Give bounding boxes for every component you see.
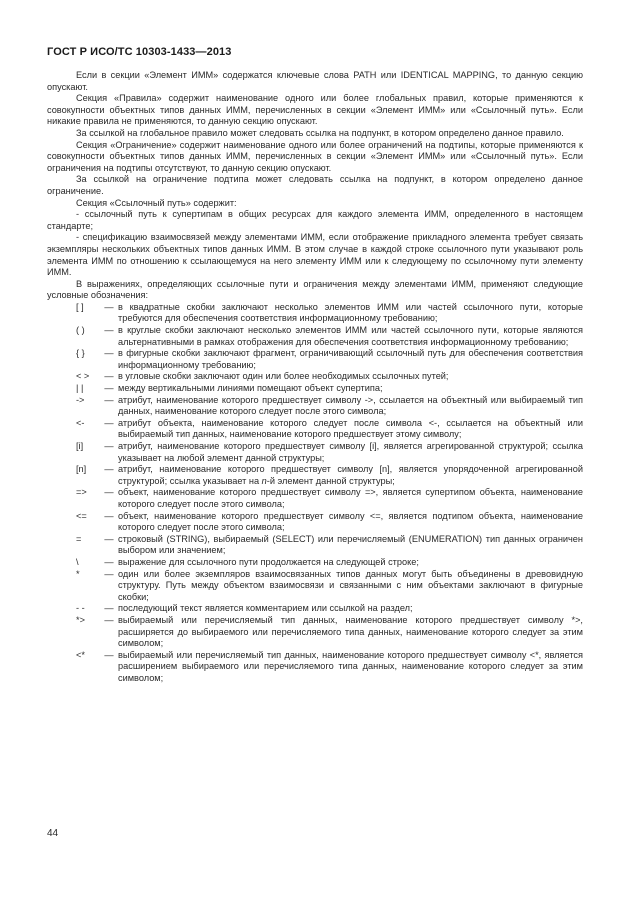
definition-item — [47, 418, 583, 441]
definition-item — [47, 603, 583, 615]
definition-symbol: <* — [76, 649, 85, 660]
definition-symbol: *> — [76, 614, 85, 625]
definition-text: выражение для ссылочного пути продолжается на следующей строке; — [118, 556, 419, 567]
definition-dash: — — [104, 371, 114, 382]
definition-symbol: < > — [76, 371, 90, 382]
paragraph-reference-path-intro: Секция «Ссылочный путь» содержит: — [76, 197, 237, 208]
definition-text: выбираемый или перечисляемый тип данных, наименование которого предшествует символу *>, расширяется до выбираемого или перечисляемого типа данных, наименование которого следует за этим символом; — [118, 614, 583, 649]
paragraph-subtype-constraint-reference: За ссылкой на ограничение подтипа может следовать ссылка на подпункт, в котором определено данное ограничение. — [47, 174, 583, 196]
definition-text-italic: n — [261, 475, 267, 486]
definition-dash: — — [104, 464, 114, 475]
definition-dash: — — [104, 441, 114, 451]
definition-symbol: <- — [76, 417, 85, 428]
definition-text: строковый (STRING), выбираемый (SELECT) или перечисляемый (ENUMERATION) тип данных ограничен выбором или значением; — [118, 533, 583, 556]
document-body — [47, 70, 583, 684]
definition-dash: — — [104, 533, 114, 544]
definition-symbol: = — [76, 533, 82, 544]
definition-text: объект, наименование которого предшествует символу =>, является супертипом объекта, наименование которого следует после этого символа; — [118, 487, 583, 509]
definition-symbol: => — [76, 487, 87, 498]
definition-text: атрибут, наименование которого предшествует символу [i], является агрегированной структурой; ссылка указывает на любой элемент данной структуры; — [118, 441, 583, 463]
paragraph-notation-intro: В выражениях, определяющих ссылочные пути и ограничения между элементами ИММ, применяют следующие условные обозначения: — [47, 278, 583, 301]
definition-item — [47, 464, 583, 487]
definition-dash: — — [104, 649, 114, 660]
definition-symbol: [i] — [76, 441, 84, 451]
definition-item — [47, 569, 583, 604]
definition-dash: — — [104, 487, 114, 498]
definition-text: последующий текст является комментарием или ссылкой на раздел; — [118, 603, 413, 614]
definition-item — [47, 325, 583, 348]
definition-text: один или более экземпляров взаимосвязанных типов данных могут быть объединены в древовидную структуру. Путь между объектом взаимосвязи и связанными с ним объектами заключают в фигурные скобки; — [118, 568, 583, 602]
definition-item — [47, 441, 583, 464]
definition-text: между вертикальными линиями помещают объект супертипа; — [118, 383, 383, 394]
definition-dash: — — [104, 417, 114, 428]
definition-dash: — — [104, 348, 114, 359]
definition-symbol: -> — [76, 394, 85, 405]
definition-item — [47, 371, 583, 383]
definition-item — [47, 534, 583, 557]
document-header: ГОСТ Р ИСО/ТС 10303-1433—2013 — [47, 46, 232, 58]
definition-item — [47, 650, 583, 685]
definition-symbol: | | — [76, 383, 84, 394]
definition-text: в квадратные скобки заключают несколько элементов ИММ или частей ссылочного пути, которые требуются для обеспечения соответствия информационному требованию; — [118, 301, 583, 324]
definition-text: выбираемый или перечисляемый тип данных, наименование которого предшествует символу <*, является расширением выбираемого или перечисляемого типа данных, наименование которого следует за этим символом; — [118, 649, 583, 683]
definition-item — [47, 302, 583, 325]
paragraph-implementation-section: Если в секции «Элемент ИММ» содержатся ключевые слова PATH или IDENTICAL MAPPING, то данную секцию опускают. — [47, 70, 583, 92]
definition-symbol: - - — [76, 603, 85, 614]
paragraph-global-rule-reference: За ссылкой на глобальное правило может следовать ссылка на подпункт, в котором определено данное правило. — [76, 127, 564, 138]
definition-item — [47, 395, 583, 418]
definition-symbol: <= — [76, 510, 87, 521]
definition-dash: — — [104, 568, 114, 579]
definition-dash: — — [104, 301, 114, 312]
notation-definition-list — [47, 302, 583, 685]
definition-item — [47, 615, 583, 650]
definition-symbol: [ ] — [76, 301, 84, 312]
definition-item — [47, 383, 583, 395]
definition-symbol: * — [76, 568, 80, 579]
definition-dash: — — [104, 325, 114, 336]
page-number: 44 — [47, 828, 59, 839]
definition-text: атрибут, наименование которого предшествует символу ->, ссылается на объектный или выбираемый тип данных, наименование которого следует после этого символа; — [118, 394, 583, 417]
paragraph-rules-section: Секция «Правила» содержит наименование одного или более глобальных правил, которые применяются к совокупности объектных типов данных ИММ, перечисленных в секции «Элемент ИММ» или «Ссылочный путь». Если никакие правила не применяются, то данную секцию опускают. — [47, 93, 583, 127]
definition-symbol: { } — [76, 348, 85, 359]
definition-text: в круглые скобки заключают несколько элементов ИММ или частей ссылочного пути, которые являются альтернативными в рамках отображения для обеспечения соответствия информационному требованию; — [118, 325, 583, 347]
paragraph-reference-path-item-2: - спецификацию взаимосвязей между элементами ИММ, если отображение прикладного элемента требует связать экземпляры нескольких объектных типов данных ИММ. В этом случае в каждой строке ссылочного пути указывают роль элемента ИММ по отношению к ссылающемуся на него элементу ИММ или к следующему по ссылочному пути элементу ИММ. — [47, 232, 583, 278]
definition-item — [47, 557, 583, 569]
definition-text: атрибут объекта, наименование которого следует после символа <-, ссылается на объектный или выбираемый тип данных, наименование которого предшествует этому символу; — [118, 417, 583, 440]
definition-dash: — — [104, 394, 114, 405]
definition-dash: — — [104, 383, 114, 394]
definition-item — [47, 487, 583, 510]
definition-dash: — — [104, 614, 114, 625]
definition-text-part: -й элемент данной структуры; — [266, 475, 395, 486]
definition-text: в угловые скобки заключают один или более необходимых ссылочных путей; — [118, 371, 449, 382]
paragraph-constraint-section: Секция «Ограничение» содержит наименование одного или более ограничений на подтипы, которые применяются к совокупности объектных типов данных ИММ, перечисленных в секции «Элемент ИММ» или «Ссылочный путь». Если ограничения на подтипы отсутствуют, то данную секцию опускают. — [47, 139, 583, 173]
definition-dash: — — [104, 510, 114, 521]
paragraph-reference-path-item-1: - ссылочный путь к супертипам в общих ресурсах для каждого элемента ИММ, определенного в настоящем стандарте; — [47, 209, 583, 231]
definition-symbol: ( ) — [76, 325, 85, 336]
definition-symbol: \ — [76, 556, 79, 567]
definition-item — [47, 348, 583, 371]
definition-item — [47, 511, 583, 534]
definition-dash: — — [104, 556, 114, 567]
definition-text: объект, наименование которого предшествует символу <=, является подтипом объекта, наименование которого следует после этого символа; — [118, 510, 583, 533]
definition-text: в фигурные скобки заключают фрагмент, ограничивающий ссылочный путь для обеспечения соответствия информационному требованию; — [118, 348, 583, 370]
definition-text — [116, 464, 583, 487]
definition-symbol: [n] — [76, 464, 87, 475]
definition-dash: — — [104, 603, 114, 614]
definition-text-part: атрибут, наименование которого предшествует символу [n], является упорядоченной агрегированной структурой; ссылка указывает на — [118, 464, 583, 486]
